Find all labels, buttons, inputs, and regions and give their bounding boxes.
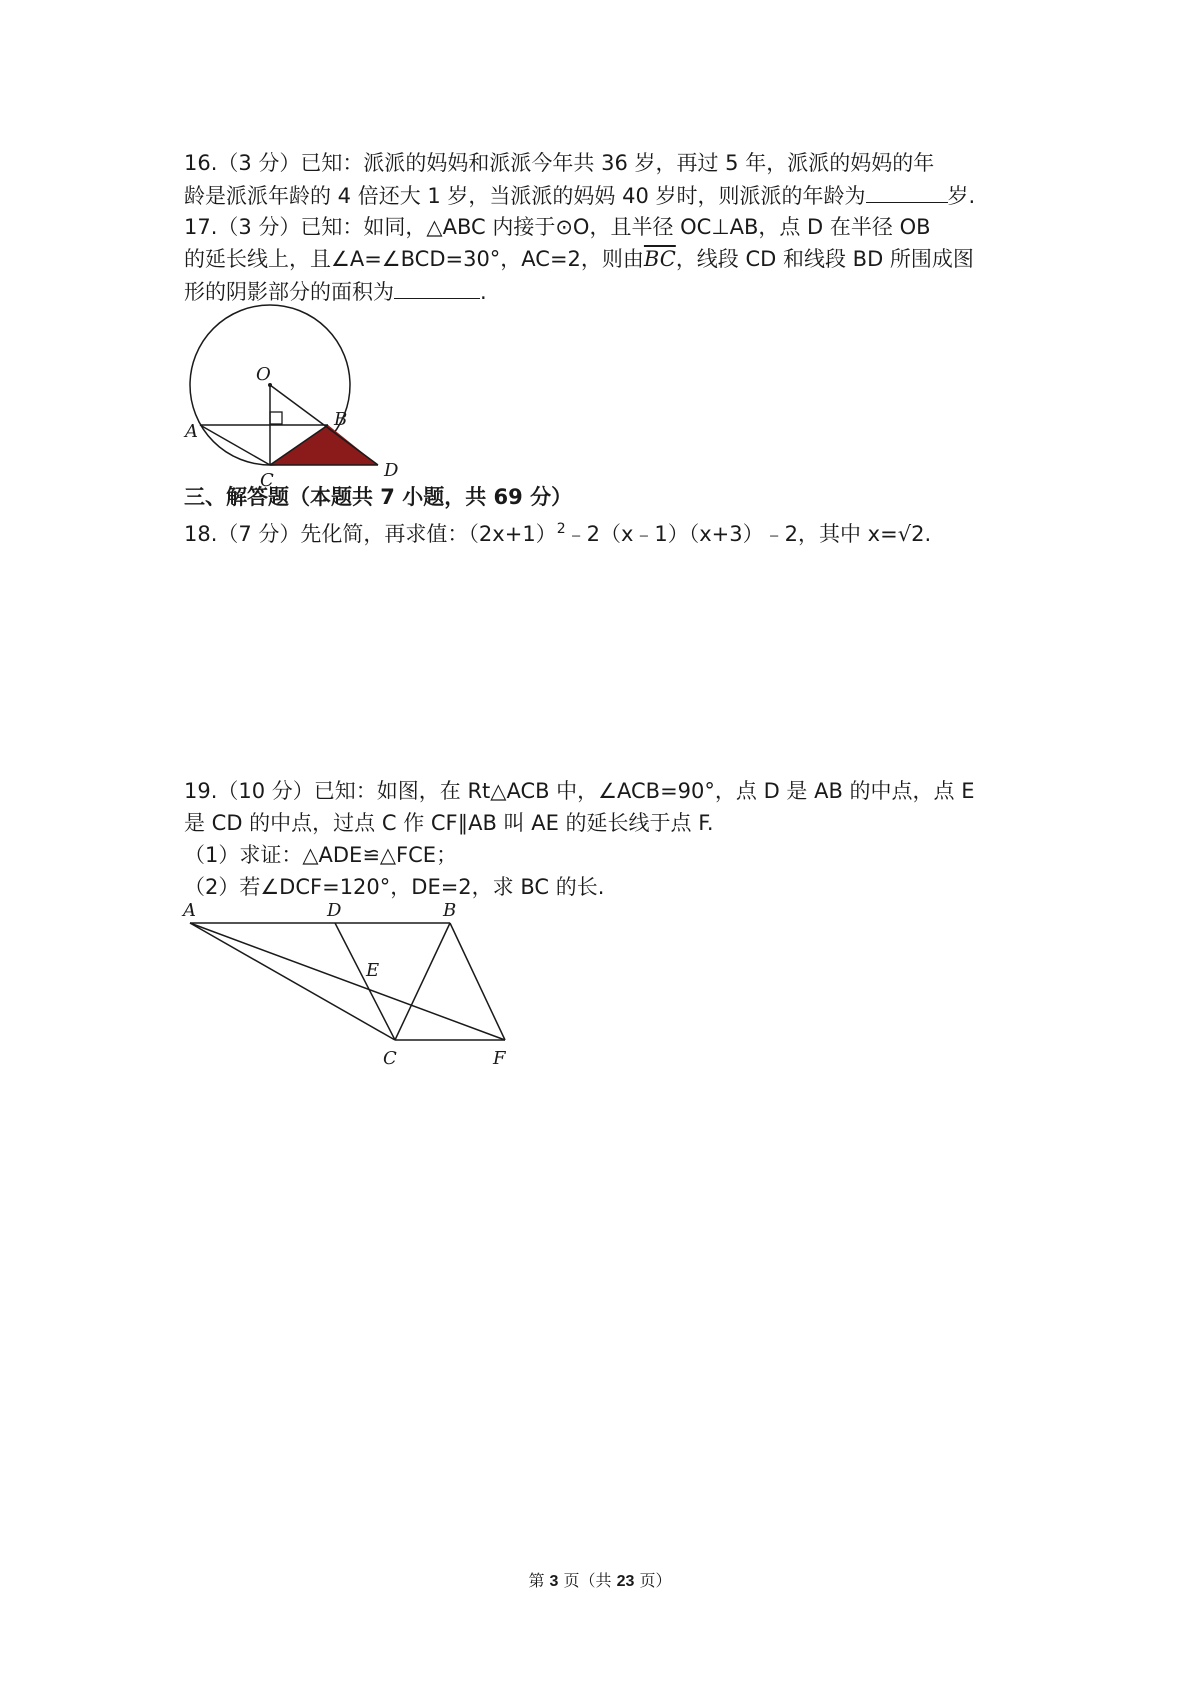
q19-label-e: E	[366, 960, 380, 981]
q17-label-o: O	[256, 364, 271, 385]
q19-line4: （2）若∠DCF=120°，DE=2，求 BC 的长.	[184, 875, 605, 899]
q17-answer-blank	[394, 276, 480, 299]
q17-label-d: D	[384, 460, 399, 481]
footer-page-number: 3	[549, 1573, 559, 1590]
q17-shaded-region	[270, 425, 378, 465]
q18-text-b: ﹣2（x﹣1）（x+3）﹣2，其中 x=√2.	[565, 522, 932, 546]
q17-line2-b: ，线段 CD 和线段 BD 所围成图	[675, 247, 974, 271]
footer-total-pages: 23	[616, 1573, 635, 1590]
q19-line3: （1）求证：△ADE≌△FCE；	[184, 843, 458, 867]
q17-line3-end: .	[480, 280, 487, 304]
q19-line1: 19.（10 分）已知：如图，在 Rt△ACB 中，∠ACB=90°，点 D 是 AB 的中点，点 E	[184, 779, 975, 803]
q16-line2-text: 龄是派派年龄的 4 倍还大 1 岁，当派派的妈妈 40 岁时，则派派的年龄为	[184, 184, 866, 208]
q19-label-d: D	[327, 900, 342, 921]
q17-figure	[180, 300, 420, 490]
q18-text-a: 18.（7 分）先化简，再求值：（2x+1）	[184, 522, 557, 546]
q19-segment-bc	[395, 923, 450, 1040]
q17-segment-ac	[200, 425, 270, 465]
q19-label-c: C	[383, 1048, 397, 1069]
q17-label-a: A	[185, 421, 198, 442]
q18-line	[184, 514, 931, 549]
page-footer	[0, 1568, 1200, 1591]
section-3-title: 三、解答题（本题共 7 小题，共 69 分）	[184, 485, 573, 509]
footer-middle: 页（共	[563, 1571, 612, 1590]
q17-label-b: B	[334, 409, 348, 430]
q16-line2	[184, 180, 975, 211]
q17-line2-a: 的延长线上，且∠A=∠BCD=30°，AC=2，则由	[184, 247, 644, 271]
footer-suffix: 页）	[639, 1571, 672, 1590]
q19-line2: 是 CD 的中点，过点 C 作 CF∥AB 叫 AE 的延长线于点 F.	[184, 811, 714, 835]
q17-label-c: C	[260, 470, 274, 490]
q19-label-f: F	[493, 1048, 506, 1069]
q16-line2-end: 岁.	[947, 184, 976, 208]
q16-answer-blank	[866, 180, 948, 203]
q17-line3-text: 形的阴影部分的面积为	[184, 280, 394, 304]
q17-right-angle-mark	[270, 412, 282, 424]
q17-line1: 17.（3 分）已知：如同，△ABC 内接于⊙O，且半径 OC⊥AB，点 D 在半径 OB	[184, 215, 931, 239]
q19-figure	[175, 898, 535, 1078]
q16-line1: 16.（3 分）已知：派派的妈妈和派派今年共 36 岁，再过 5 年，派派的妈妈的年	[184, 151, 935, 175]
q19-label-b: B	[443, 900, 457, 921]
q17-line2	[184, 244, 974, 274]
q19-label-a: A	[183, 900, 196, 921]
q17-arc-bc: $\overline{BC}$	[643, 247, 676, 271]
q18-exponent: 2	[556, 521, 566, 537]
footer-prefix: 第	[528, 1571, 545, 1590]
